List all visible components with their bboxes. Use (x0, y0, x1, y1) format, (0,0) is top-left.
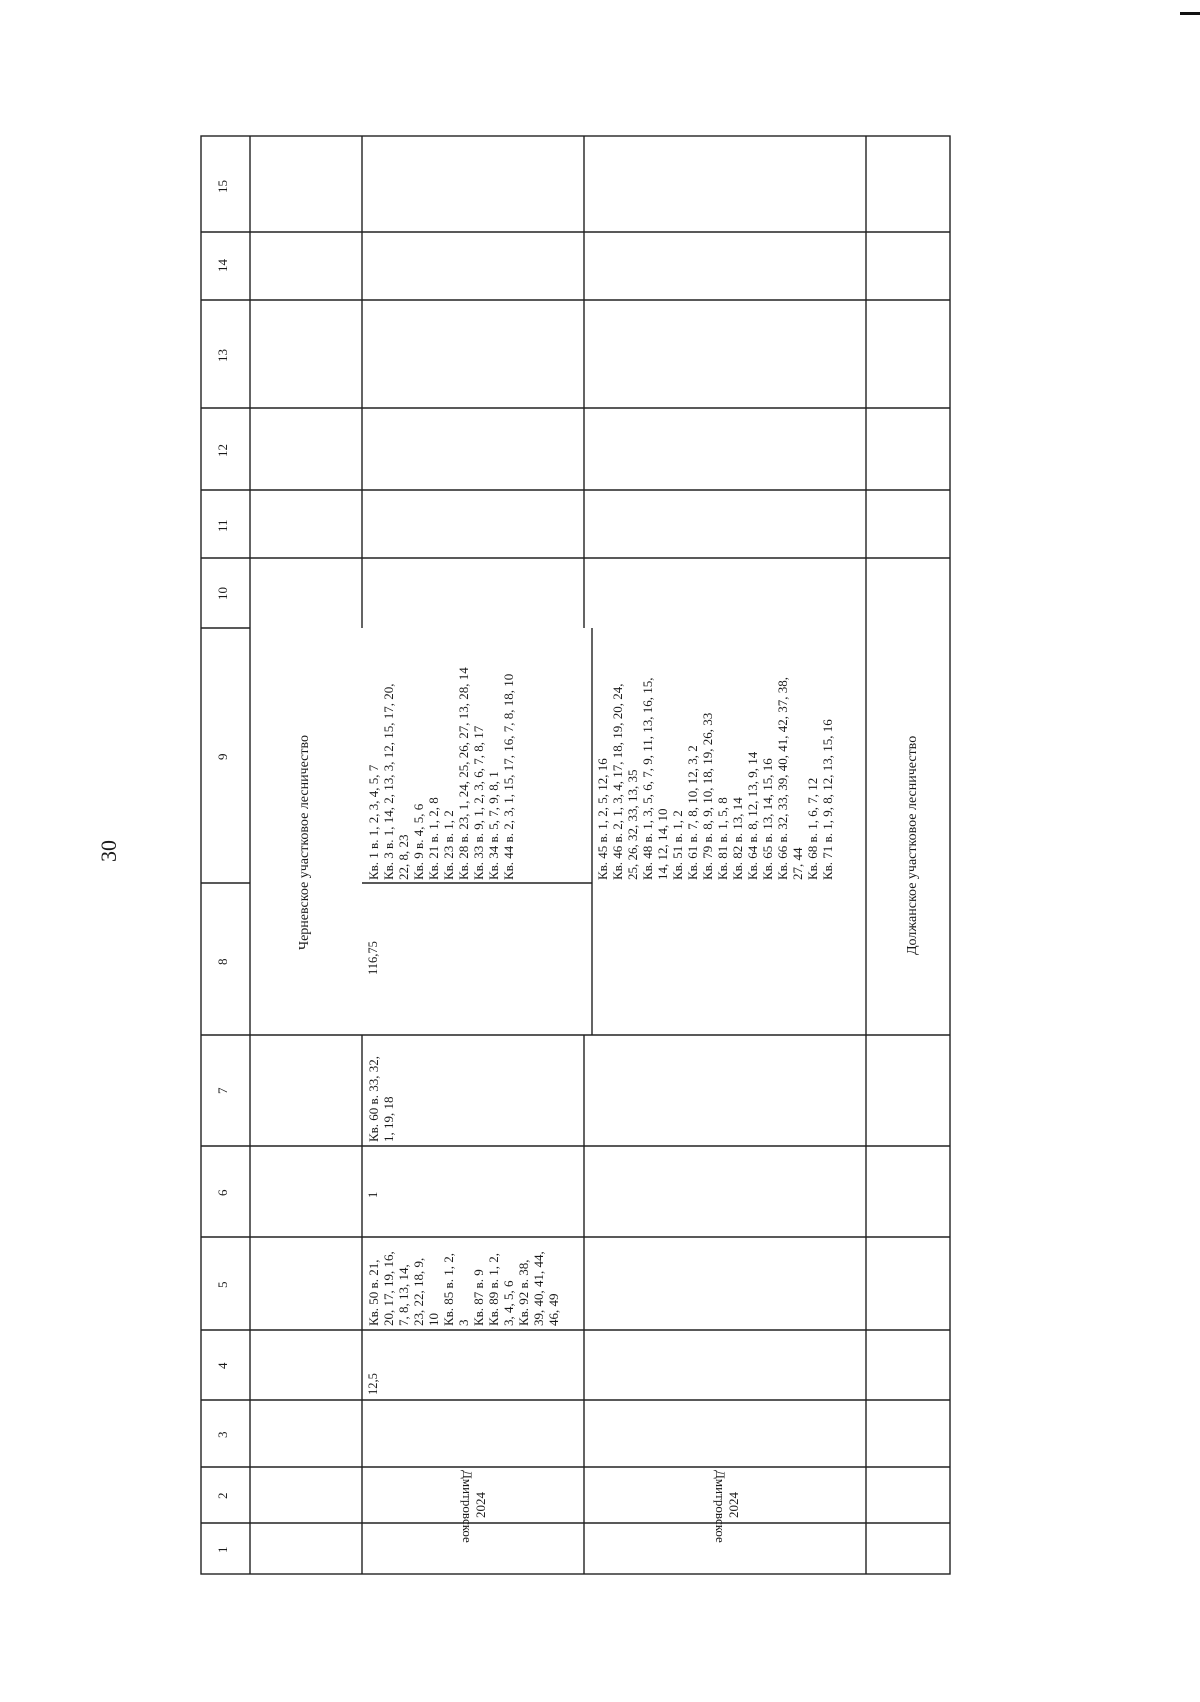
column-header-4: 4 (215, 1362, 230, 1369)
forestry-section-title: Должанское участковое лесничество (905, 735, 920, 955)
row-value-col9: Кв. 45 в. 1, 2, 5, 12, 16 Кв. 46 в. 2, 1, 3, 4, 17, 18, 19, 20, 24, 25, 26, 32, 33, 13, 35 Кв. 48 в. 1, 3, 5, 6, 7, 9, 11, 13, 16, 15, 14, 12, 14, 10 Кв. 51 в. 1, 2 Кв. 61 в. 7, 8, 10, 12, 3, 2 Кв. 79 в. 8, 9, 10, 18, 19, 26, 33 Кв. 81 в. 1, 5, 8 Кв. 82 в. 13, 14 Кв. 64 в. 8, 12, 13, 9, 14 Кв. 65 в. 13, 14, 15, 16 Кв. 66 в. 32, 33, 39, 40, 41, 42, 37, 38, 27, 44 Кв. 68 в. 1, 6, 7, 12 Кв. 71 в. 1, 9, 8, 12, 13, 15, 16 (595, 677, 835, 880)
column-header-8: 8 (215, 958, 230, 965)
column-header-9: 9 (215, 753, 230, 760)
column-header-10: 10 (215, 587, 230, 600)
row-year: 2024 (473, 1492, 488, 1518)
column-header-14: 14 (215, 259, 230, 272)
row-district: Дмитровское (460, 1470, 475, 1543)
column-header-1: 1 (215, 1546, 230, 1553)
column-header-6: 6 (215, 1189, 230, 1196)
forestry-section-title: Черневское участковое лесничество (297, 734, 312, 950)
column-header-5: 5 (215, 1281, 230, 1288)
row-district: Дмитровское (713, 1470, 728, 1543)
row-value-col7: Кв. 60 в. 33, 32, 1, 19, 18 (366, 1056, 396, 1142)
row-value-col5: Кв. 50 в. 21, 20, 17, 19, 16, 7, 8, 13, 14, 23, 22, 18, 9, 10 Кв. 85 в. 1, 2, 3 Кв. 87 в. 9 Кв. 89 в. 1, 2, 3, 4, 5, 6 Кв. 92 в. 38, 39, 40, 41, 44, 46, 49 (366, 1251, 561, 1326)
row-value-col9: Кв. 1 в. 1, 2, 3, 4, 5, 7 Кв. 3 в. 1, 14, 2, 13, 3, 12, 15, 17, 20, 22, 8, 23 Кв. 9 в. 4, 5, 6 Кв. 21 в. 1, 2, 8 Кв. 23 в. 1, 2 Кв. 28 в. 23, 1, 24, 25, 26, 27, 13, 28, 14 Кв. 33 в. 9, 1, 2, 3, 6, 7, 8, 17 Кв. 34 в. 5, 7, 9, 8, 1 Кв. 44 в. 2, 3, 1, 15, 17, 16, 7, 8, 18, 10 (366, 667, 516, 880)
column-header-3: 3 (215, 1431, 230, 1438)
column-header-13: 13 (215, 349, 230, 362)
column-header-15: 15 (215, 180, 230, 193)
row-value-col8: 116,75 (366, 941, 380, 975)
column-header-7: 7 (215, 1087, 230, 1094)
row-value-col6: 1 (366, 1191, 380, 1198)
row-year: 2024 (726, 1492, 741, 1518)
page-number: 30 (96, 840, 121, 862)
column-header-2: 2 (215, 1492, 230, 1499)
column-header-12: 12 (215, 444, 230, 457)
row-value-col4: 12,5 (366, 1373, 380, 1395)
column-header-11: 11 (215, 519, 230, 532)
